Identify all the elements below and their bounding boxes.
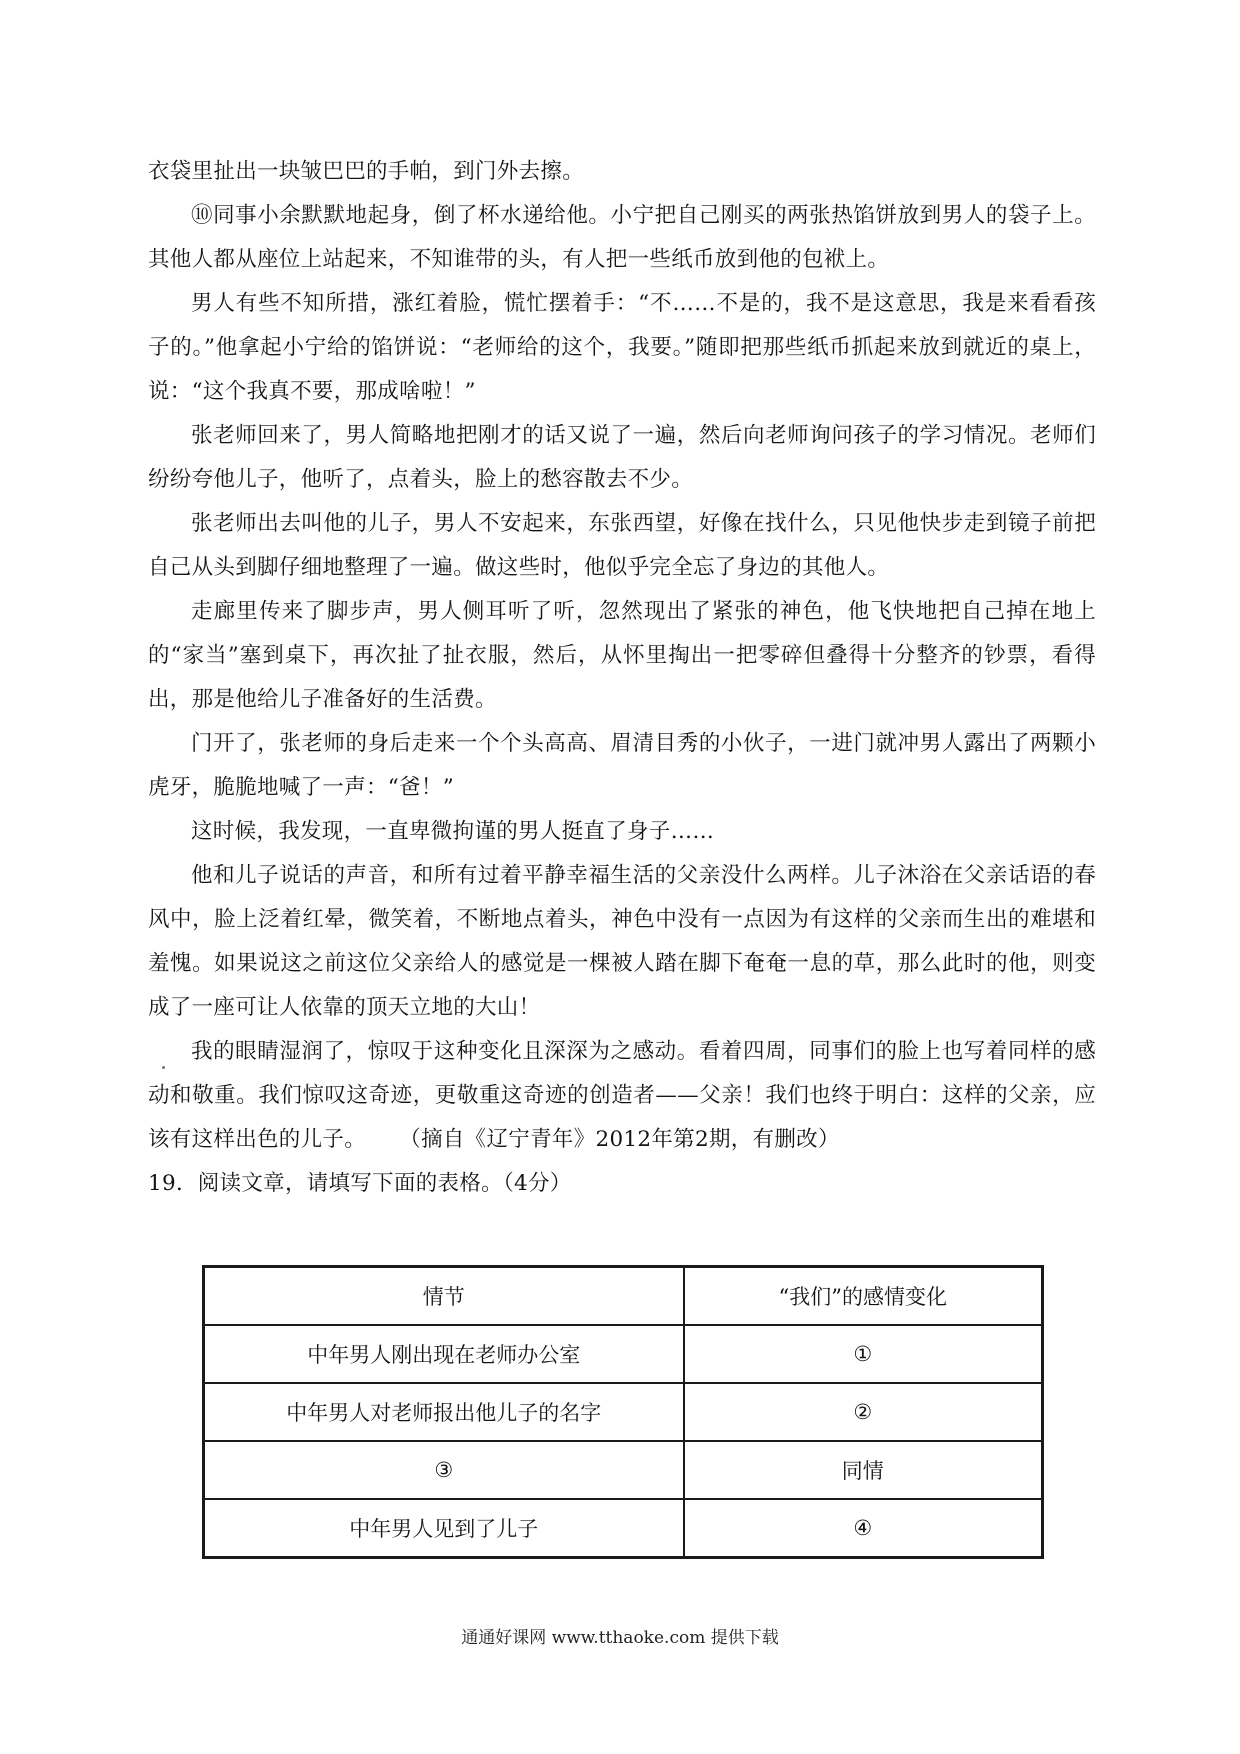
table-cell-plot: 中年男人见到了儿子 [204,1499,684,1558]
table-header-emotion: “我们”的感情变化 [684,1267,1043,1326]
passage-paragraph-2: ⑩同事小余默默地起身，倒了杯水递给他。小宁把自己刚买的两张热馅饼放到男人的袋子上。其他人都从座位上站起来，不知谁带的头，有人把一些纸币放到他的包袱上。 [148,203,1096,272]
table-header-row [204,1267,1043,1326]
passage-paragraph-10-text: 我的眼睛湿润了，惊叹于这种变化且深深为之感动。看着四周，同事们的脸上也写着同样的感动和敬重。我们惊叹这奇迹，更敬重这奇迹的创造者——父亲！我们也终于明白：这样的父亲，应该有这样出色的儿子。 [148,1039,1096,1152]
table-row [204,1325,1043,1383]
passage-paragraph-1: 衣袋里扯出一块皱巴巴的手帕，到门外去擦。 [148,159,585,184]
table-cell-plot: 中年男人刚出现在老师办公室 [204,1325,684,1383]
question-19: 19．阅读文章，请填写下面的表格。（4分） [148,1171,572,1196]
passage-paragraph-5: 张老师出去叫他的儿子，男人不安起来，东张西望，好像在找什么，只见他快步走到镜子前把自己从头到脚仔细地整理了一遍。做这些时，他似乎完全忘了身边的其他人。 [148,511,1096,580]
table-cell-emotion: ① [684,1325,1043,1383]
passage-paragraph-10 [148,1030,1096,1162]
table-row [204,1383,1043,1441]
passage-paragraph-9: 他和儿子说话的声音，和所有过着平静幸福生活的父亲没什么两样。儿子沐浴在父亲话语的春风中，脸上泛着红晕，微笑着，不断地点着头，神色中没有一点因为有这样的父亲而生出的难堪和羞愧。如果说这之前这位父亲给人的感觉是一棵被人踏在脚下奄奄一息的草，那么此时的他，则变成了一座可让人依靠的顶天立地的大山！ [148,863,1096,1020]
table-row [204,1499,1043,1558]
table-cell-plot: 中年男人对老师报出他儿子的名字 [204,1383,684,1441]
passage-paragraph-3: 男人有些不知所措，涨红着脸，慌忙摆着手：“不……不是的，我不是这意思，我是来看看孩子的。”他拿起小宁给的馅饼说：“老师给的这个，我要。”随即把那些纸币抓起来放到就近的桌上，说：“这个我真不要，那成啥啦！” [148,291,1096,404]
passage-paragraph-7: 门开了，张老师的身后走来一个个头高高、眉清目秀的小伙子，一进门就冲男人露出了两颗小虎牙，脆脆地喊了一声：“爸！” [148,731,1096,800]
passage-paragraph-4: 张老师回来了，男人简略地把刚才的话又说了一遍，然后向老师询问孩子的学习情况。老师们纷纷夸他儿子，他听了，点着头，脸上的愁容散去不少。 [148,423,1096,492]
table-cell-emotion: 同情 [684,1441,1043,1499]
passage-paragraph-8: 这时候，我发现，一直卑微拘谨的男人挺直了身子…… [191,819,715,844]
answer-table [202,1265,1044,1559]
reading-passage [148,150,1096,1206]
scan-speck [162,1066,165,1069]
passage-paragraph-6: 走廊里传来了脚步声，男人侧耳听了听，忽然现出了紧张的神色，他飞快地把自己掉在地上的“家当”塞到桌下，再次扯了扯衣服，然后，从怀里掏出一把零碎但叠得十分整齐的钞票，看得出，那是他给儿子准备好的生活费。 [148,599,1096,712]
page-footer: 通通好课网 www.tthaoke.com 提供下载 [461,1628,779,1648]
source-note: （摘自《辽宁青年》2012年第2期，有删改） [410,1127,840,1152]
table-header-plot: 情节 [204,1267,684,1326]
table-cell-emotion: ④ [684,1499,1043,1558]
table-row [204,1441,1043,1499]
table-cell-emotion: ② [684,1383,1043,1441]
table-cell-plot: ③ [204,1441,684,1499]
